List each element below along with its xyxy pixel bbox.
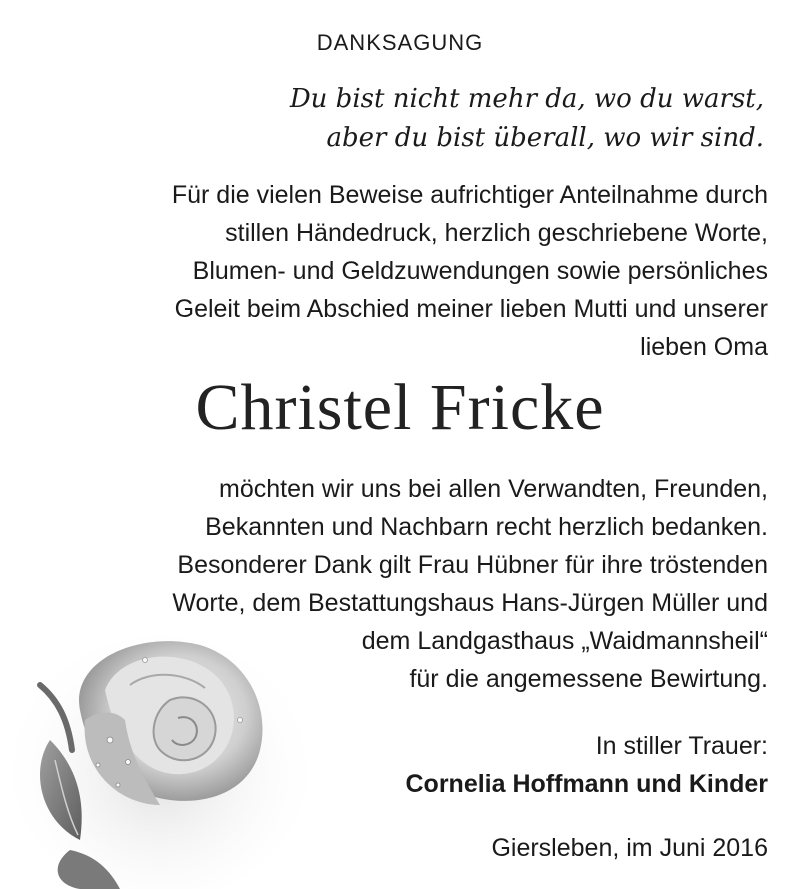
mourning-label: In stiller Trauer: (595, 732, 768, 760)
thanks-line: Bekannten und Nachbarn recht herzlich bedanken. (205, 513, 768, 541)
signed-names: Cornelia Hoffmann und Kinder (405, 770, 768, 798)
motto-quote (64, 80, 764, 158)
thanks-line: Worte, dem Bestattungshaus Hans-Jürgen Müller und (172, 589, 768, 617)
place-date-text: Giersleben, im Juni 2016 (491, 834, 768, 862)
thanks-line: für die angemessene Bewirtung. (409, 665, 768, 693)
thanks-line: Besonderer Dank gilt Frau Hübner für ihre tröstenden (177, 551, 768, 579)
thanks-line: dem Landgasthaus „Waidmannsheil“ (361, 627, 768, 655)
motto-line: aber du bist überall, wo wir sind. (326, 123, 764, 153)
thanks-paragraph (48, 470, 768, 698)
intro-line: Für die vielen Beweise aufrichtiger Anteilnahme durch (171, 181, 768, 209)
motto-line: Du bist nicht mehr da, wo du warst, (289, 84, 764, 114)
intro-line: Geleit beim Abschied meiner lieben Mutti und unserer (174, 295, 768, 323)
deceased-name: Christel Fricke (195, 371, 605, 444)
mourning-signature (48, 727, 768, 803)
place-date (48, 829, 768, 867)
notice-heading: DANKSAGUNG (316, 30, 484, 55)
intro-line: stillen Händedruck, herzlich geschriebene Worte, (225, 219, 768, 247)
intro-line: Blumen- und Geldzuwendungen sowie persönliches (192, 257, 768, 285)
thanks-line: möchten wir uns bei allen Verwandten, Freunden, (219, 475, 768, 503)
intro-line: lieben Oma (640, 333, 768, 361)
intro-paragraph (48, 176, 768, 366)
